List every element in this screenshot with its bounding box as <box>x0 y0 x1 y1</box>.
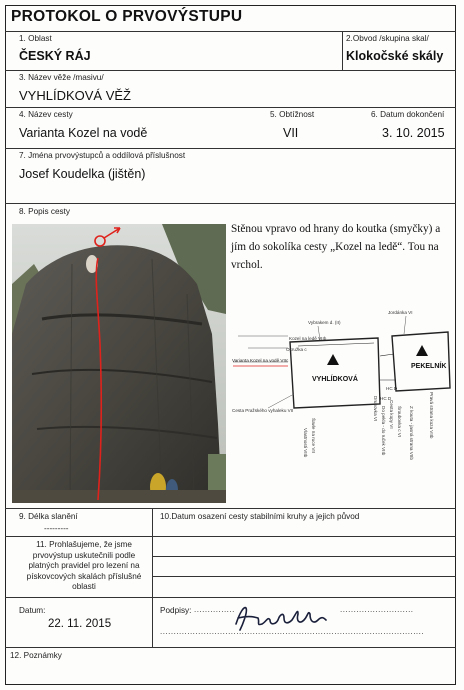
map-bottom-label: Cesta kopy VI <box>389 400 394 429</box>
obvod-value: Klokočské skály <box>346 49 444 63</box>
map-small-label: HC D <box>386 386 398 391</box>
obtiznost-label: 5. Obtížnost <box>270 110 315 119</box>
podpisy-label: Podpisy: <box>160 606 192 615</box>
map-route-label: Varianta Kozel na vodě VIIc <box>232 358 289 363</box>
topo-map <box>228 296 454 504</box>
map-tower-left: VYHLÍDKOVÁ <box>312 376 358 383</box>
map-bottom-label: Z kouta - jasná strana VIIb <box>409 406 414 460</box>
map-bottom-label: Vlastnosti VIIb <box>303 428 308 458</box>
poznamky-label: 12. Poznámky <box>10 651 62 660</box>
delka-slaneni-label: 9. Délka slanění <box>19 512 78 521</box>
map-tower-right: PEKELNÍK <box>411 363 447 370</box>
divider <box>152 508 153 647</box>
divider <box>152 576 456 577</box>
osazeni-label: 10.Datum osazení cesty stabilními kruhy a jejich původ <box>160 512 360 521</box>
map-bottom-label: Šroubovka c VI <box>397 406 402 438</box>
datum-value: 22. 11. 2015 <box>48 618 112 630</box>
oblast-label: 1. Oblast <box>19 34 52 43</box>
divider <box>5 203 456 204</box>
route-photo <box>12 224 226 503</box>
form-title: PROTOKOL O PRVOVÝSTUPU <box>11 8 243 25</box>
divider <box>342 31 343 70</box>
map-small-label: HC D <box>380 396 392 401</box>
oblast-value: ČESKÝ RÁJ <box>19 49 91 63</box>
map-route-label: Cesta Pražského vyhaleku VII <box>232 408 294 413</box>
datum-dokonceni-value: 3. 10. 2015 <box>382 126 445 140</box>
map-route-label: Okružka c <box>286 347 307 352</box>
tower-summit-icon <box>416 345 428 356</box>
divider <box>152 556 456 557</box>
datum-label: Datum: <box>19 606 46 615</box>
handwritten-signature <box>230 602 330 634</box>
prohlaseni-text: 11. Prohlašujeme, že jsme prvovýstup uskutečnili podle platných pravidel pro lezení na pískovcových skalách příslušné oblasti <box>26 540 142 591</box>
divider <box>5 508 456 509</box>
vez-label: 3. Název věže /masivu/ <box>19 73 104 82</box>
divider <box>5 70 456 71</box>
map-top-label: Jordánka VI <box>388 310 413 315</box>
tower-summit-icon <box>327 354 339 365</box>
divider <box>5 107 456 108</box>
divider <box>5 597 456 598</box>
map-top-label: Vybrakem d. (II) <box>308 320 341 325</box>
cesta-label: 4. Název cesty <box>19 110 73 119</box>
obtiznost-value: VII <box>283 126 299 140</box>
prvovystupci-label: 7. Jména prvovýstupců a oddílová příslušnost <box>19 151 186 160</box>
delka-slaneni-value: --------- <box>44 524 69 533</box>
obvod-label: 2.Obvod /skupina skal/ <box>346 34 429 43</box>
signature-line: ............... <box>194 605 235 614</box>
divider <box>5 647 456 648</box>
map-bottom-label: Do pekla - do ruček VIIb <box>381 406 386 456</box>
divider <box>5 536 456 537</box>
datum-dokonceni-label: 6. Datum dokončení <box>371 110 445 119</box>
popis-label: 8. Popis cesty <box>19 207 70 216</box>
prvovystupci-value: Josef Koudelka (jištěn) <box>19 167 146 181</box>
signature-line: ........................... <box>340 605 414 614</box>
signature-line: ................................................................................................. <box>160 627 425 636</box>
popis-text: Stěnou vpravo od hrany do koutka (smyčky) a jím do sokolíka cesty „Kozel na ledě“. Tou na vrchol. <box>231 223 441 271</box>
map-bottom-label: Pravá strana koza VIIb <box>429 392 434 439</box>
map-bottom-label: Druhovka VI <box>373 396 378 422</box>
cesta-value: Varianta Kozel na vodě <box>19 126 148 140</box>
divider <box>5 148 456 149</box>
vez-value: VYHLÍDKOVÁ VĚŽ <box>19 88 131 103</box>
divider <box>5 31 456 32</box>
map-route-label: Kozel na ledě VIIb <box>289 336 327 341</box>
map-bottom-label: Šavle na ruce VII <box>311 418 316 453</box>
